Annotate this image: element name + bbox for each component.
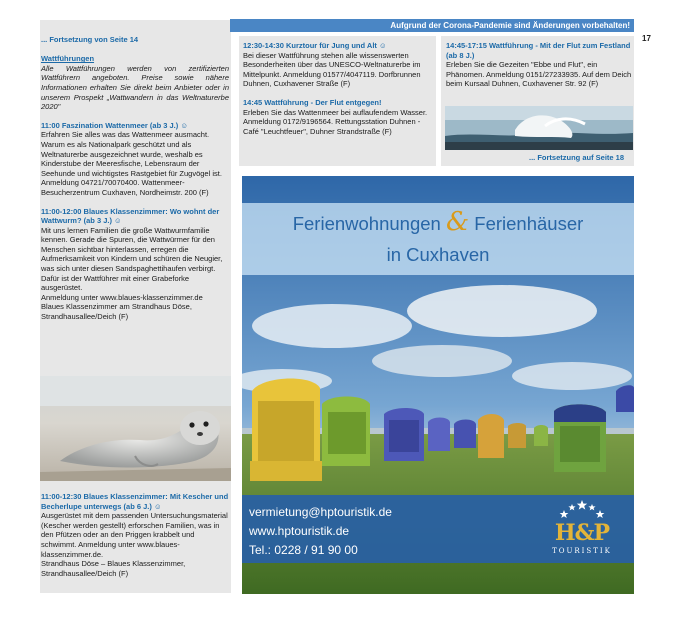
ad-phone: Tel.: 0228 / 91 90 00 (249, 543, 358, 557)
ad-title-part-2: Ferienhäuser (474, 213, 584, 234)
ad-title-line-2: in Cuxhaven (386, 244, 490, 265)
event-body: Ausgerüstet mit dem passenden Untersuchungsmaterial (Kescher werden gestellt) erforschen Familien, was in den Pfützen oder an den Priggen krabbelt und schwimmt. Anmeldung unter www.blaues-klassenzimmer.de. Strandhaus Döse – Blaues Klassenzimmer, Strandhausallee/Deich (F) (41, 511, 228, 578)
beach-chair-8 (534, 425, 548, 446)
page-number: 17 (642, 34, 651, 43)
beach-chair-5 (454, 420, 476, 449)
beach-chair-10 (616, 385, 634, 412)
seal-photo (40, 376, 231, 481)
ad-ampersand: & (445, 207, 470, 237)
advertisement (242, 176, 634, 594)
continued-from-label: ... Fortsetzung von Seite 14 (41, 35, 139, 44)
event-title: 12:30-14:30 Kurztour für Jung und Alt ☺ (243, 41, 387, 50)
event-body: Mit uns lernen Familien die große Wattwurmfamilie kennen. Gerade die Spuren, die Wattwürmer für den Menschen sichtbar hinterlassen, erregen die Aufmerksamkeit von Kindern und schüren die Neugier, was sich unter diesen Sandspaghettihaufen verbirgt. Dafür ist der Wattführer mit einer Grabeforke ausgerüstet. Anmeldung unter www.blaues-klassenzimmer.de Blaues Klassenzimmer am Strandhaus Döse, Strandhausallee/Deich (F) (41, 225, 223, 322)
beach-chair-1 (250, 379, 322, 481)
left-text-block-2 (41, 492, 231, 578)
wave-illustration (445, 106, 633, 150)
logo-wordmark: H&P (554, 520, 610, 546)
ad-title-part-1: Ferienwohnungen (292, 213, 441, 234)
middle-text-block (243, 41, 435, 136)
beach-chair-9 (554, 404, 606, 472)
beach-chair-6 (478, 414, 504, 458)
event-title: 11:00-12:30 Blaues Klassenzimmer: Mit Kescher und Becherlupe unterwegs (ab 6 J.) ☺ (41, 492, 229, 511)
hp-touristik-logo (542, 498, 622, 562)
notice-bar (230, 19, 634, 32)
ad-email[interactable]: vermietung@hptouristik.de (249, 505, 392, 519)
wave-photo (445, 106, 633, 150)
ad-title-line-1 (242, 207, 634, 237)
event-body: Erleben Sie das Wattenmeer bei auflaufendem Wasser. Anmeldung 0172/9196564. Rettungsstation Duhnen - Café "Leuchtfeuer", Duhner Strandstraße (F) (243, 107, 428, 136)
beach-chair-2 (322, 397, 370, 467)
logo-subtitle: TOURISTIK (552, 547, 612, 555)
beach-chair-4 (428, 418, 450, 452)
event-body: Erleben Sie die Gezeiten "Ebbe und Flut", ein Phänomen. Anmeldung 0151/27233935. Auf dem Deich beim Kursaal Duhnen, Cuxhavener Str. 92 (F) (446, 60, 632, 89)
right-text-block (446, 41, 634, 89)
event-body: Erfahren Sie alles was das Wattenmeer ausmacht. Warum es als Nationalpark geschützt und als Weltnaturerbe ausgezeichnet wurde, weshalb es Kinderstube der Meeresfische, Lebensraum der Seehunde und wichtigstes Rastgebiet für Zugvögel ist. Anmeldung 04721/70070400. Wattenmeer-Besucherzentrum Cuxhaven, Nordheimstr. 200 (F) (41, 130, 222, 197)
continued-on-label-wrap (529, 153, 634, 163)
section-intro: Alle Wattführungen werden von zertifizierten Wattführern angeboten. Preise sowie nähere Informationen erhalten Sie direkt beim Anbieter oder in unserem Prospekt „Wattwandern in das Weltnaturerbe 2020" (41, 63, 229, 112)
event-title: 11:00-12:00 Blaues Klassenzimmer: Wo wohnt der Wattwurm? (ab 3 J.) ☺ (41, 206, 220, 226)
event-title: 14:45 Wattführung - Der Flut entgegen! (243, 97, 382, 107)
corona-notice: Aufgrund der Corona-Pandemie sind Änderungen vorbehalten! (390, 21, 630, 30)
event-body: Bei dieser Wattführung stehen alle wissenswerten Besonderheiten über das UNESCO-Weltnaturerbe im Mittelpunkt. Anmeldung 01577/4047119. Dorfbrunnen Duhnen, Cuxhavener Straße (F) (243, 50, 421, 89)
event-title: 14:45-17:15 Wattführung - Mit der Flut zum Festland (ab 8 J.) (446, 41, 631, 60)
section-title: Wattführungen (41, 54, 95, 64)
left-text-block-1 (41, 35, 229, 322)
ad-website[interactable]: www.hptouristik.de (249, 524, 350, 538)
beach-chair-7 (508, 423, 526, 448)
continued-on-label: ... Fortsetzung auf Seite 18 (529, 153, 625, 162)
beach-chair-3 (384, 408, 424, 461)
seal-illustration (40, 376, 231, 481)
logo-stars-icon (542, 498, 622, 520)
event-title: 11:00 Faszination Wattenmeer (ab 3 J.) ☺ (41, 120, 189, 130)
